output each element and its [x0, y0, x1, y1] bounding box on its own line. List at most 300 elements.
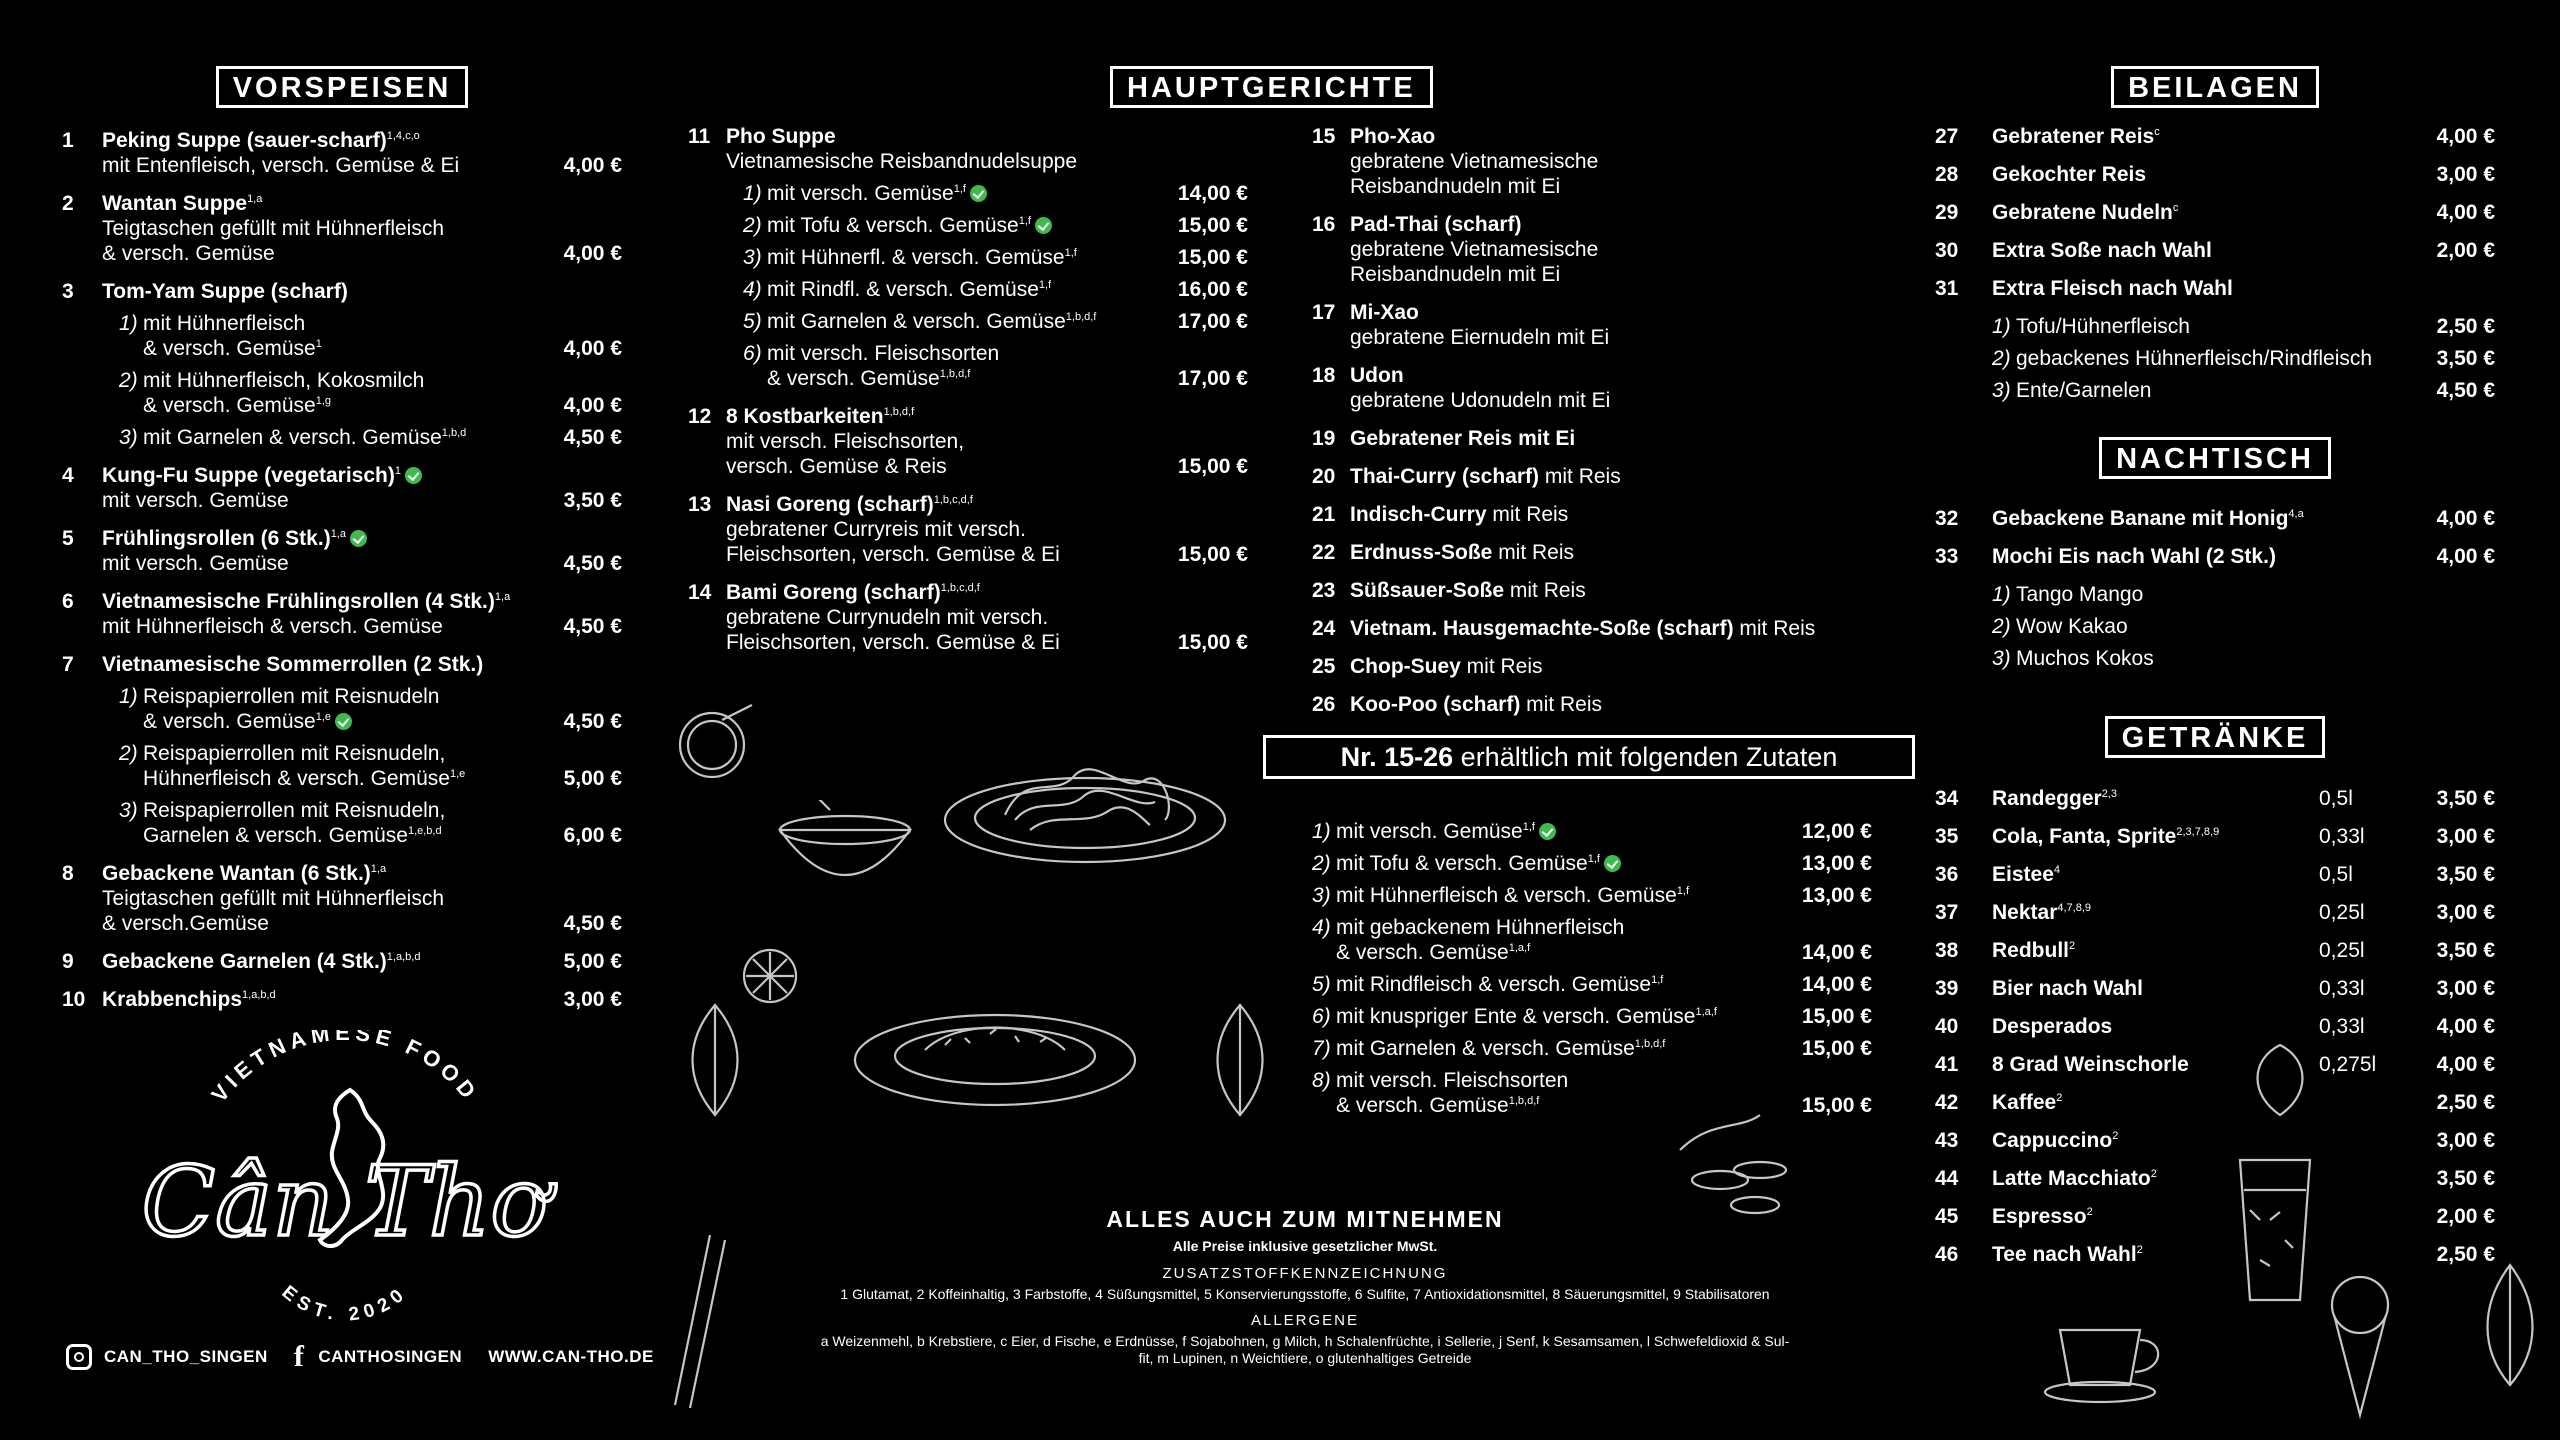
vegetarian-icon	[1539, 823, 1556, 840]
item-name-line	[1350, 124, 1912, 149]
item-price: 3,00 €	[563, 988, 622, 1011]
item-body	[102, 861, 622, 936]
item-name-line	[102, 191, 622, 216]
item-number: 26	[1312, 693, 1336, 716]
item-number: 14	[688, 581, 712, 604]
item-number: 2	[62, 192, 74, 215]
menu-item	[1935, 1128, 2495, 1153]
sub-option-text: mit Tofu & versch. Gemüse	[1336, 852, 1588, 875]
item-name: Extra Soße nach Wahl	[1992, 239, 2212, 262]
sub-option-price: 4,50 €	[2436, 379, 2495, 402]
sub-option-price: 16,00 €	[1177, 278, 1248, 301]
item-name: Bami Goreng (scharf)	[726, 581, 941, 604]
item-number: 8	[62, 862, 74, 885]
item-number: 7	[62, 653, 74, 676]
sub-option-text: mit Garnelen & versch. Gemüse	[143, 426, 442, 449]
item-body	[1992, 544, 2495, 569]
item-name: Süßsauer-Soße	[1350, 579, 1505, 602]
allergen-superscript: 1,e	[449, 768, 466, 780]
item-name: 8 Kostbarkeiten	[726, 405, 884, 428]
allergen-superscript: 1,a	[330, 528, 346, 540]
allergen-superscript: 1,b,d,f	[1634, 1038, 1666, 1050]
item-name: Gebackene Garnelen (4 Stk.)	[102, 950, 387, 973]
preise-text: Alle Preise inklusive gesetzlicher MwSt.	[1172, 1238, 1438, 1254]
allergen-superscript: 1,a	[494, 591, 511, 603]
sub-option	[119, 368, 622, 418]
sub-option	[119, 798, 622, 848]
item-body	[1350, 212, 1912, 287]
sub-option	[1312, 1036, 1872, 1061]
sub-option-text: mit Garnelen & versch. Gemüse	[1336, 1037, 1635, 1060]
sub-option-text: & versch. Gemüse	[767, 367, 940, 390]
item-number: 34	[1935, 787, 1959, 810]
allergene-title: ALLERGENE	[1250, 1312, 1360, 1329]
allergen-superscript: 2,3	[2101, 788, 2117, 800]
menu-item	[1312, 124, 1912, 199]
instagram-icon	[66, 1344, 92, 1370]
item-body	[1992, 786, 2495, 811]
item-description: gebratene Vietnamesische	[1350, 150, 1599, 173]
item-body	[1350, 426, 1912, 451]
menu-item	[1935, 786, 2495, 811]
sub-option	[119, 311, 622, 361]
sub-option-price: 14,00 €	[1177, 182, 1248, 205]
sub-option-label: 3)	[1992, 379, 2011, 402]
sub-option-text: mit Hühnerfl. & versch. Gemüse	[767, 246, 1065, 269]
sub-option-line	[743, 277, 1248, 302]
getraenke-heading-wrap	[1935, 716, 2495, 758]
item-name: Pho-Xao	[1350, 125, 1436, 148]
item-price: 4,50 €	[563, 912, 622, 935]
item-number: 43	[1935, 1129, 1959, 1152]
sub-option-line	[119, 336, 622, 361]
sub-option-label: 4)	[1312, 916, 1331, 939]
zusatz-text: 1 Glutamat, 2 Koffeinhaltig, 3 Farbstoffe, 4 Süßungsmittel, 5 Konservierungsstoffe, 6 Sulfite, 7 Antioxidationsmittel, 8 Säuerungsmittel, 9 Stabilisatoren	[840, 1286, 1770, 1302]
zutaten-row	[1312, 972, 1872, 997]
vegetarian-icon	[1035, 217, 1052, 234]
item-name: Eistee	[1992, 863, 2054, 886]
item-body	[1992, 162, 2495, 187]
sub-option	[1312, 851, 1872, 876]
sub-option	[1992, 314, 2495, 339]
sub-option-label: 3)	[119, 426, 138, 449]
sub-option-line	[743, 366, 1248, 391]
item-name: Thai-Curry (scharf)	[1350, 465, 1540, 488]
menu-item	[62, 589, 622, 639]
sub-option-label: 3)	[1992, 647, 2011, 670]
sub-option-price: 14,00 €	[1801, 941, 1872, 964]
sub-option	[1312, 972, 1872, 997]
sub-option-label: 8)	[1312, 1069, 1331, 1092]
beilagen-list	[1935, 124, 2495, 410]
item-volume: 0,33l	[2319, 977, 2365, 1000]
item-number: 36	[1935, 863, 1959, 886]
sub-option-text: mit Hühnerfleisch & versch. Gemüse	[1336, 884, 1677, 907]
item-price: 3,00 €	[2436, 825, 2495, 848]
sub-option-price: 14,00 €	[1801, 973, 1872, 996]
sub-option	[743, 213, 1248, 238]
item-number: 10	[62, 988, 86, 1011]
item-price: 3,00 €	[2436, 901, 2495, 924]
nachtisch-heading: NACHTISCH	[2099, 437, 2331, 479]
item-description: Fleischsorten, versch. Gemüse & Ei	[726, 543, 1060, 566]
sub-option-line	[119, 311, 622, 336]
item-body	[726, 492, 1248, 567]
item-number: 28	[1935, 163, 1959, 186]
zutaten-row	[1312, 1004, 1872, 1029]
vegetarian-icon	[1604, 855, 1621, 872]
item-number: 24	[1312, 617, 1336, 640]
item-price: 2,50 €	[2436, 1091, 2495, 1114]
item-name: Vietnam. Hausgemachte-Soße (scharf)	[1350, 617, 1734, 640]
allergen-superscript: 1,a	[247, 193, 263, 205]
item-number: 31	[1935, 277, 1959, 300]
sub-option-line	[743, 213, 1248, 238]
sub-option-text: mit knuspriger Ente & versch. Gemüse	[1336, 1005, 1696, 1028]
sub-option-text: mit Hühnerfleisch, Kokosmilch	[143, 369, 425, 392]
item-name: Frühlingsrollen (6 Stk.)	[102, 527, 331, 550]
leaf-illustration-1	[675, 1000, 755, 1120]
item-number: 40	[1935, 1015, 1959, 1038]
allergen-superscript: 1,b,d,f	[1065, 311, 1097, 323]
item-number: 42	[1935, 1091, 1959, 1114]
sub-option-text: Ente/Garnelen	[2016, 379, 2152, 402]
item-name: Latte Macchiato	[1992, 1167, 2151, 1190]
item-description: Fleischsorten, versch. Gemüse & Ei	[726, 631, 1060, 654]
zusatz-title: ZUSATZSTOFFKENNZEICHNUNG	[1162, 1265, 1448, 1282]
sub-option-text: gebackenes Hühnerfleisch/Rindfleisch	[2016, 347, 2373, 370]
sub-option-line	[119, 684, 622, 709]
item-name: Mi-Xao	[1350, 301, 1419, 324]
logo	[110, 1030, 580, 1330]
item-number: 20	[1312, 465, 1336, 488]
item-name: Desperados	[1992, 1015, 2113, 1038]
sub-option	[1992, 646, 2495, 671]
allergen-superscript: 1,b,d,f	[1508, 1095, 1540, 1107]
item-description: Reisbandnudeln mit Ei	[1350, 175, 1561, 198]
item-description: Teigtaschen gefüllt mit Hühnerfleisch	[102, 887, 445, 910]
sub-option	[1992, 614, 2495, 639]
item-name-line	[102, 526, 622, 551]
sub-option-label: 2)	[119, 369, 138, 392]
item-name: Chop-Suey	[1350, 655, 1461, 678]
zutaten-heading-bold: Nr. 15-26	[1340, 742, 1454, 772]
sub-option-text: mit Hühnerfleisch	[143, 312, 306, 335]
item-name: Gekochter Reis	[1992, 163, 2147, 186]
item-name: Tom-Yam Suppe (scharf)	[102, 280, 348, 303]
sub-option-text: & versch. Gemüse	[1336, 1094, 1509, 1117]
sub-option	[1992, 378, 2495, 403]
item-price: 4,50 €	[563, 552, 622, 575]
allergen-superscript: 2	[2136, 1244, 2143, 1256]
allergen-superscript: 1,f	[1018, 215, 1031, 227]
sub-option-label: 2)	[1992, 347, 2011, 370]
menu-item	[1935, 200, 2495, 225]
instagram-handle[interactable]: CAN_THO_SINGEN	[104, 1347, 268, 1366]
allergen-superscript: 1,b,c,d,f	[940, 582, 980, 594]
sub-option-text: Reispapierrollen mit Reisnudeln,	[143, 799, 446, 822]
item-body	[1350, 363, 1912, 413]
item-name-line	[1350, 692, 1912, 717]
item-price: 5,00 €	[563, 950, 622, 973]
allergene-text-1: a Weizenmehl, b Krebstiere, c Eier, d Fische, e Erdnüsse, f Sojabohnen, g Milch, h Schalenfrüchte, i Sellerie, j Senf, k Sesamsamen, l Schwefeldioxid & Sul-	[820, 1333, 1790, 1349]
menu-item	[1935, 1242, 2495, 1267]
item-description: gebratene Vietnamesische	[1350, 238, 1599, 261]
sub-option	[119, 425, 622, 450]
vorspeisen-heading: VORSPEISEN	[216, 66, 469, 108]
item-volume: 0,25l	[2319, 901, 2365, 924]
item-name-line	[1350, 502, 1912, 527]
item-number: 23	[1312, 579, 1336, 602]
sub-option-line	[1312, 972, 1872, 997]
sub-option-line	[1312, 1004, 1872, 1029]
sub-option-line	[119, 766, 622, 791]
item-body	[1992, 276, 2495, 301]
item-body	[102, 526, 622, 576]
menu-item	[1935, 544, 2495, 569]
sub-option-label: 4)	[743, 278, 762, 301]
sub-option-label: 3)	[743, 246, 762, 269]
item-body	[1350, 464, 1912, 489]
menu-item	[1935, 162, 2495, 187]
item-name: Mochi Eis nach Wahl (2 Stk.)	[1992, 545, 2276, 568]
allergen-superscript: 1,f	[1064, 247, 1077, 259]
sub-option-text: & versch. Gemüse	[143, 710, 316, 733]
lemon-illustration	[740, 946, 800, 1006]
menu-item	[1935, 824, 2495, 849]
sub-option-text: mit Tofu & versch. Gemüse	[767, 214, 1019, 237]
sub-option-line	[743, 309, 1248, 334]
item-body	[1992, 1090, 2495, 1115]
sub-option-label: 2)	[119, 742, 138, 765]
ice-cream-illustration	[2320, 1270, 2400, 1420]
sub-option-text: mit gebackenem Hühnerfleisch	[1336, 916, 1625, 939]
item-name: Kung-Fu Suppe (vegetarisch)	[102, 464, 395, 487]
hauptgerichte-list-right	[1312, 124, 1912, 730]
item-body	[1992, 862, 2495, 887]
allergen-superscript: 1,4,c,o	[386, 130, 420, 142]
sub-option-price: 3,50 €	[2436, 347, 2495, 370]
item-name: Koo-Poo (scharf)	[1350, 693, 1521, 716]
hauptgerichte-list-left	[688, 124, 1248, 668]
facebook-handle[interactable]: CANTHOSINGEN	[318, 1347, 463, 1366]
item-name-suffix: mit Reis	[1460, 655, 1543, 678]
allergen-superscript: 1,f	[1676, 885, 1690, 897]
menu-item	[1312, 300, 1912, 350]
item-body	[1350, 578, 1912, 603]
item-description: Teigtaschen gefüllt mit Hühnerfleisch	[102, 217, 445, 240]
drink-glass-illustration	[2230, 1150, 2320, 1310]
sub-option-label: 6)	[743, 342, 762, 365]
menu-item	[62, 191, 622, 266]
logo-graphic	[110, 1030, 580, 1330]
menu-item	[62, 987, 622, 1012]
item-number: 17	[1312, 301, 1336, 324]
menu-item	[1935, 1052, 2495, 1077]
item-description: gebratene Udonudeln mit Ei	[1350, 389, 1611, 412]
sub-option-text: Muchos Kokos	[2016, 647, 2154, 670]
sub-option-price: 13,00 €	[1801, 884, 1872, 907]
item-name: 8 Grad Weinschorle	[1992, 1053, 2189, 1076]
item-number: 39	[1935, 977, 1959, 1000]
item-volume: 0,275l	[2319, 1053, 2377, 1076]
item-name-line	[102, 279, 622, 304]
menu-item	[1935, 276, 2495, 301]
item-body	[1992, 124, 2495, 149]
item-number: 44	[1935, 1167, 1959, 1190]
mitnehmen-text: ALLES AUCH ZUM MITNEHMEN	[1106, 1206, 1504, 1232]
sub-option-label: 3)	[1312, 884, 1331, 907]
item-price: 4,00 €	[2436, 507, 2495, 530]
item-name-line	[726, 124, 1248, 149]
sub-option-line	[119, 393, 622, 418]
sub-option-price: 4,50 €	[563, 710, 622, 733]
sub-option-label: 6)	[1312, 1005, 1331, 1028]
allergen-superscript: 4,a	[2288, 508, 2304, 520]
leaf-illustration-2	[1200, 1000, 1280, 1120]
zutaten-row	[1312, 1036, 1872, 1061]
menu-item	[1312, 502, 1912, 527]
item-name: Nasi Goreng (scharf)	[726, 493, 934, 516]
item-description: versch. Gemüse & Reis	[726, 455, 947, 478]
menu-item	[1935, 1014, 2495, 1039]
menu-item	[1312, 363, 1912, 413]
item-number: 37	[1935, 901, 1959, 924]
menu-item	[1935, 238, 2495, 263]
item-price: 2,00 €	[2436, 239, 2495, 262]
sub-option-line	[743, 245, 1248, 270]
allergen-superscript: 4	[2053, 864, 2060, 876]
item-name-line	[1350, 363, 1912, 388]
sub-option-text: mit versch. Gemüse	[767, 182, 954, 205]
allergen-superscript: 1,a	[370, 863, 387, 875]
zutaten-row	[1312, 819, 1872, 844]
menu-item	[1935, 938, 2495, 963]
sub-option-text: mit Rindfl. & versch. Gemüse	[767, 278, 1039, 301]
allergen-superscript: 1,g	[315, 395, 332, 407]
zutaten-row	[1312, 883, 1872, 908]
item-body	[1992, 506, 2495, 531]
allergen-superscript: 1,e,b,d	[407, 825, 442, 837]
item-price: 4,00 €	[2436, 1053, 2495, 1076]
item-name: Gebratene Nudeln	[1992, 201, 2173, 224]
item-price: 2,50 €	[2436, 1243, 2495, 1266]
item-price: 3,00 €	[2436, 977, 2495, 1000]
sub-option-line	[1312, 819, 1872, 844]
soup-bowl-illustration	[770, 800, 920, 910]
website-link[interactable]: WWW.CAN-THO.DE	[488, 1347, 654, 1366]
item-number: 11	[688, 125, 711, 148]
item-number: 29	[1935, 201, 1959, 224]
item-name-line	[726, 404, 1248, 429]
sub-option-text: Reispapierrollen mit Reisnudeln	[143, 685, 440, 708]
sub-option-text: mit versch. Gemüse	[1336, 820, 1523, 843]
svg-text:EST. 2020	[278, 1282, 413, 1326]
item-price: 15,00 €	[1177, 455, 1248, 478]
allergen-superscript: 1,f	[953, 183, 966, 195]
item-volume: 0,25l	[2319, 939, 2365, 962]
item-name-line	[102, 589, 622, 614]
item-name: Randegger	[1992, 787, 2102, 810]
vorspeisen-list	[62, 128, 622, 1025]
menu-item	[1312, 654, 1912, 679]
item-body	[102, 589, 622, 639]
item-number: 13	[688, 493, 712, 516]
item-body	[726, 580, 1248, 655]
menu-item	[1935, 1204, 2495, 1229]
item-name: Gebackene Wantan (6 Stk.)	[102, 862, 371, 885]
sub-option-label: 5)	[1312, 973, 1331, 996]
vegetarian-icon	[405, 467, 422, 484]
sub-option-line	[119, 425, 622, 450]
menu-item	[688, 580, 1248, 655]
item-number: 9	[62, 950, 74, 973]
item-price: 3,50 €	[2436, 863, 2495, 886]
menu-item	[1935, 1166, 2495, 1191]
glass-illustration	[672, 700, 762, 790]
item-price: 3,50 €	[563, 489, 622, 512]
vegetarian-icon	[970, 185, 987, 202]
item-body	[102, 279, 622, 304]
menu-item	[62, 861, 622, 936]
item-description: mit Hühnerfleisch & versch. Gemüse	[102, 615, 443, 638]
allergen-superscript: c	[2172, 202, 2179, 214]
item-body	[102, 191, 622, 266]
sub-option-line	[119, 709, 622, 734]
item-price: 15,00 €	[1177, 631, 1248, 654]
item-name-line	[1350, 654, 1912, 679]
item-body	[102, 949, 622, 974]
allergen-superscript: 1,a,b,d	[386, 951, 421, 963]
allergen-superscript: 2	[2112, 1130, 2119, 1142]
sub-option-line	[743, 181, 1248, 206]
logo-est-text: EST. 2020	[277, 1281, 413, 1326]
allergen-superscript: 1,f	[1038, 279, 1052, 291]
item-name: Cappuccino	[1992, 1129, 2113, 1152]
item-number: 19	[1312, 427, 1336, 450]
item-price: 2,00 €	[2436, 1205, 2495, 1228]
sub-option-price: 15,00 €	[1801, 1005, 1872, 1028]
sub-option-label: 1)	[1992, 583, 2011, 606]
item-body	[1992, 938, 2495, 963]
item-body	[726, 124, 1248, 174]
social-row	[66, 1342, 654, 1372]
menu-item	[1935, 124, 2495, 149]
allergene-text-2: fit, m Lupinen, n Weichtiere, o glutenhaltiges Getreide	[1138, 1350, 1472, 1366]
item-name-line	[102, 463, 622, 488]
item-name: Vietnamesische Frühlingsrollen (4 Stk.)	[102, 590, 495, 613]
item-number: 1	[62, 129, 74, 152]
sub-option-price: 17,00 €	[1177, 367, 1248, 390]
item-name: Gebratener Reis	[1992, 125, 2155, 148]
menu-item	[1312, 426, 1912, 451]
item-price: 4,00 €	[2436, 125, 2495, 148]
sub-option-line	[1312, 915, 1872, 940]
sub-option-label: 2)	[1312, 852, 1331, 875]
menu-item	[1935, 900, 2495, 925]
allergen-superscript: 1,b,d,f	[939, 368, 971, 380]
item-name: Redbull	[1992, 939, 2069, 962]
menu-item	[688, 404, 1248, 479]
vegetarian-icon	[350, 530, 367, 547]
sub-option-line	[1312, 883, 1872, 908]
getraenke-list	[1935, 786, 2495, 1280]
item-number: 25	[1312, 655, 1336, 678]
herb-illustration	[1660, 1110, 1860, 1230]
menu-item	[1312, 464, 1912, 489]
menu-item	[1935, 1090, 2495, 1115]
item-number: 38	[1935, 939, 1959, 962]
